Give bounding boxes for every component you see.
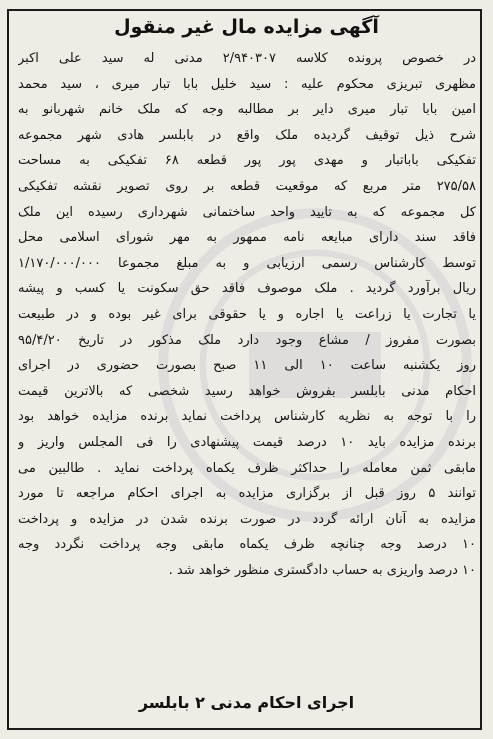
notice-line: شرح ذیل توقیف گردیده ملک واقع در بابلسر هادی شهر مجموعه [18,127,476,143]
notice-line: ۱۰ درصد وجه چنانچه ظرف یکماه مابقی وجه پرداخت نگردد وجه [18,537,476,553]
notice-line: فاقد سند دارای مبایعه نامه ممهور به مهر شورای اسلامی محل [18,230,476,246]
notice-line: روز یکشنبه ساعت ۱۰ الی ۱۱ صبح بصورت حضوری در اجرای [18,358,476,374]
notice-line: را با توجه به نظریه کارشناس پرداخت نماید برنده مزایده خواهد بود [18,409,476,425]
notice-line: ۱۰ درصد واریزی به حساب دادگستری منظور خواهد شد . [168,562,476,578]
notice-body [18,46,476,583]
notice-line: مابقی ثمن معامله را حداکثر ظرف یکماه پرداخت نماید . طالبین می [18,460,476,476]
notice-line: توانند ۵ روز قبل از برگزاری مزایده به اجرای احکام مراجعه تا مورد [18,486,476,502]
notice-line: امین بابا تبار میری دایر بر مطالبه وجه که ملک خانم شهربانو به [18,102,476,118]
notice-line: ریال برآورد گردید . ملک موصوف فاقد حق سکونت یا کسب و پیشه [18,281,476,297]
notice-line: ۲۷۵/۵۸ متر مربع که موقعیت قطعه بر روی تصویر نقشه تفکیکی [18,178,476,194]
notice-line: مزایده به آنان ارائه گردد در صورت برنده شدن در مزایده و پرداخت [18,511,476,527]
notice-title: آگهی مزایده مال غیر منقول [114,16,379,38]
notice-line: در خصوص پرونده کلاسه ۲/۹۴۰۳۰۷ مدنی له سید علی اکبر [18,51,476,66]
notice-line: یا تجارت یا زراعت یا اجاره و یا حقوقی برای غیر بوده و در طبیعت [18,306,476,322]
notice-line: تفکیکی باباتبار و مهدی پور پور قطعه ۶۸ تفکیکی به مساحت [18,153,476,169]
notice-line: بصورت مفروز / مشاع وجود دارد ملک مذکور در تاریخ ۹۵/۴/۲۰ [18,332,476,348]
notice-line: مظهری تبریزی محکوم علیه : سید خلیل بابا تبار میری ، سید محمد [18,76,476,92]
notice-signature: اجرای احکام مدنی ۲ بابلسر [138,693,355,712]
notice-line: توسط کارشناس رسمی ارزیابی و به مبلغ مجموعا ۱/۱۷۰/۰۰۰/۰۰۰ [18,255,476,271]
notice-line: برنده مزایده باید ۱۰ درصد قیمت پیشنهادی را فی المجلس واریز و [18,434,476,450]
notice-line: کل مجموعه که به تایید واحد ساختمانی شهرداری رسیده این ملک [18,204,476,220]
notice-line: احکام مدنی بابلسر بفروش خواهد رسید شخصی که بالاترین قیمت [18,383,476,399]
